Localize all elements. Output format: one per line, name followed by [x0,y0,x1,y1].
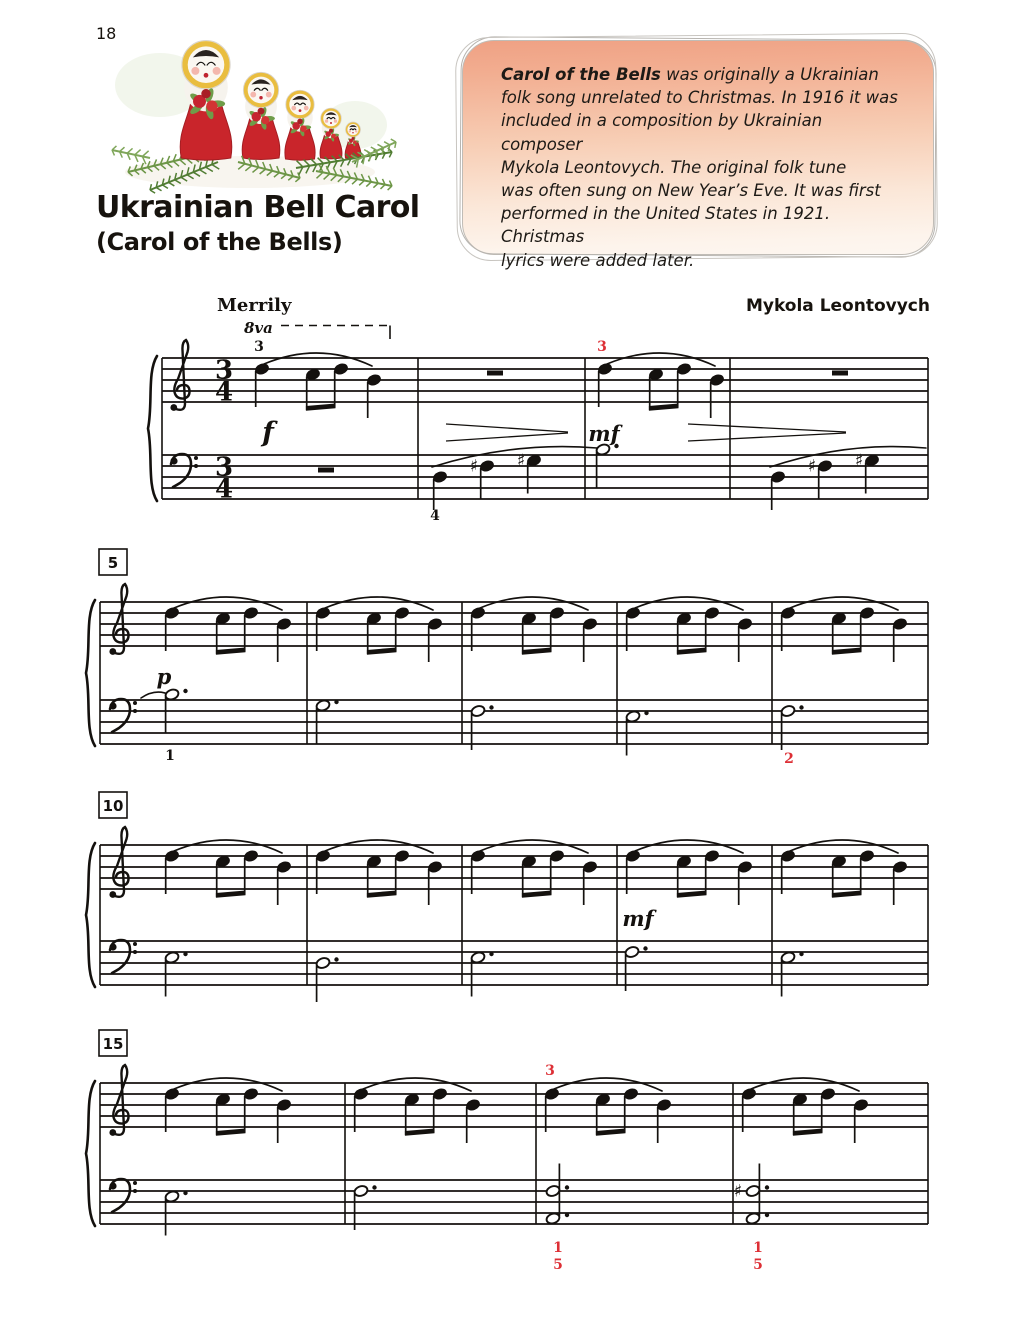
note-head [545,1184,561,1197]
note-head [745,1184,761,1197]
tempo-marking: Merrily [217,295,292,316]
doll-cheek [355,130,357,132]
augmentation-dot [183,952,187,956]
doll-mouth [204,73,209,78]
beam [677,891,707,898]
flower [261,116,269,124]
augmentation-dot [372,1185,376,1189]
augmentation-dot [183,689,187,693]
measure-number: 15 [102,1035,124,1053]
time-signature: 3 [214,355,234,386]
whole-rest [832,371,848,376]
grand-staff-brace [86,600,95,746]
grand-staff-system [86,792,928,1002]
augmentation-dot [489,952,493,956]
treble-clef-icon [113,584,128,654]
fingering-number: 1 [165,748,175,764]
time-signature: 4 [214,474,234,505]
beam [596,1129,626,1136]
augmentation-dot [799,952,803,956]
augmentation-dot [643,946,647,950]
fingering-number: 3 [597,339,607,355]
grand-staff-brace [86,1081,95,1226]
note-head [624,945,640,958]
bass-clef-icon [110,940,130,973]
treble-clef-icon [109,1129,116,1136]
bass-clef-icon [133,942,137,946]
augmentation-dot [765,1213,769,1217]
sharp-sign: ♯ [516,451,526,471]
decrescendo-hairpin [446,424,568,432]
flower [300,125,307,132]
beam [367,648,397,655]
treble-clef-icon [170,404,177,411]
measure-number: 10 [102,797,124,815]
dynamic-marking: p [156,664,172,689]
fingering-number: 2 [784,751,794,767]
doll-cheek [304,106,309,111]
beam [216,648,246,655]
slur [480,597,588,610]
bass-clef-icon [171,454,191,487]
composer-credit: Mykola Leontovych [745,296,930,316]
beam [522,648,552,655]
treble-clef-icon [113,1065,128,1135]
sharp-sign: ♯ [854,451,864,471]
flower [331,134,336,139]
dynamic-marking: f [262,417,274,448]
beam [793,1129,823,1136]
slur [174,840,282,853]
bass-clef-icon [133,1181,137,1185]
decrescendo-hairpin [446,433,568,441]
history-note-box [462,40,934,270]
doll-cheek [334,119,337,122]
grand-staff-system [86,549,928,767]
nesting-doll [242,72,280,159]
title-block [96,191,420,256]
fingering-number: 3 [545,1063,555,1079]
beam [522,891,552,898]
fingering-number: 1 [753,1240,763,1256]
slur [790,597,898,610]
note-head [315,956,331,969]
slur [770,447,926,467]
history-note-lead: Carol of the Bells [501,65,661,84]
bass-clef-icon [133,1189,137,1193]
grand-staff-system [148,295,928,524]
slur [554,1078,662,1091]
augmentation-dot [334,700,338,704]
fingering-number: 4 [430,508,440,524]
doll-cheek [325,119,328,122]
decrescendo-hairpin [688,424,846,432]
dynamic-marking: mf [622,906,654,931]
augmentation-dot [489,705,493,709]
bass-clef-icon [133,709,137,713]
beam [649,404,679,411]
time-signature: 4 [214,377,234,408]
flower [201,89,210,98]
nesting-doll [180,41,232,161]
slur [635,597,743,610]
slur [264,353,372,366]
measure-number: 5 [107,554,119,572]
augmentation-dot [565,1213,569,1217]
sharp-sign: ♯ [469,456,479,477]
slur [607,353,715,366]
flower [258,108,265,115]
beam [367,891,397,898]
nesting-doll [320,108,342,159]
note-head [780,704,796,717]
bass-clef-icon [110,1179,130,1212]
flower [329,129,333,133]
slur [325,840,433,853]
slur [635,840,743,853]
doll-mouth [299,109,302,112]
fingering-number: 5 [553,1257,563,1273]
pine-branch [112,146,150,164]
treble-clef-icon [109,891,116,898]
beam [832,891,862,898]
treble-clef-icon [113,827,128,897]
slur [480,840,588,853]
doll-cheek [291,106,296,111]
beam [216,1129,246,1136]
doll-mouth [259,96,262,99]
flower [352,137,355,140]
dynamic-marking: mf [588,421,620,446]
beam [405,1129,435,1136]
slur [363,1078,471,1091]
doll-cheek [349,130,351,132]
flower [206,100,217,111]
page-number: 18 [96,24,117,43]
beam [677,648,707,655]
note-head [470,704,486,717]
augmentation-dot [765,1185,769,1189]
doll-cheek [266,92,272,98]
flower [297,119,303,125]
ottava-marking: 8va [244,319,273,337]
sharp-sign: ♯ [807,456,817,477]
piece-title: Ukrainian Bell Carol [96,190,420,225]
flower [353,140,356,143]
beam [216,891,246,898]
sharp-sign: ♯ [733,1181,743,1202]
slur [325,597,433,610]
nesting-doll [285,90,315,160]
history-note-text: Carol of the Bells was originally a Ukrainian folk song unrelated to Christmas. In 1916 it was included in a composition by Ukrainian composer Mykola Leontovych. The original folk tune was often sung on New Year’s Eve. It was first performed in the United States in 1921. Christmas lyrics were added later. [501,65,898,270]
doll-cheek [213,67,221,75]
whole-rest [487,371,503,376]
whole-rest [318,468,334,473]
slur [174,597,282,610]
slur [790,840,898,853]
augmentation-dot [565,1185,569,1189]
doll-mouth [330,122,332,124]
beam [306,404,336,411]
augmentation-dot [334,957,338,961]
grand-staff-system [86,1030,928,1273]
slur [432,447,597,467]
fingering-number: 1 [553,1240,563,1256]
doll-cheek [250,92,256,98]
bass-clef-icon [133,701,137,705]
fingering-number: 5 [753,1257,763,1273]
bass-clef-icon [194,464,198,468]
note-head [353,1184,369,1197]
grand-staff-brace [86,843,95,987]
fingering-number: 3 [254,339,264,355]
slur [751,1078,859,1091]
bass-clef-icon [194,456,198,460]
bass-clef-icon [133,950,137,954]
doll-cheek [191,67,199,75]
piece-subtitle: (Carol of the Bells) [96,227,343,256]
slur [174,1078,282,1091]
augmentation-dot [799,705,803,709]
beam [832,648,862,655]
augmentation-dot [644,711,648,715]
time-signature: 3 [214,452,234,483]
treble-clef-icon [174,340,189,410]
augmentation-dot [183,1191,187,1195]
treble-clef-icon [109,648,116,655]
bass-clef-icon [110,699,130,732]
decrescendo-hairpin [688,433,846,441]
matryoshka-illustration [112,41,396,194]
grand-staff-brace [148,356,157,501]
doll-mouth [352,132,353,133]
